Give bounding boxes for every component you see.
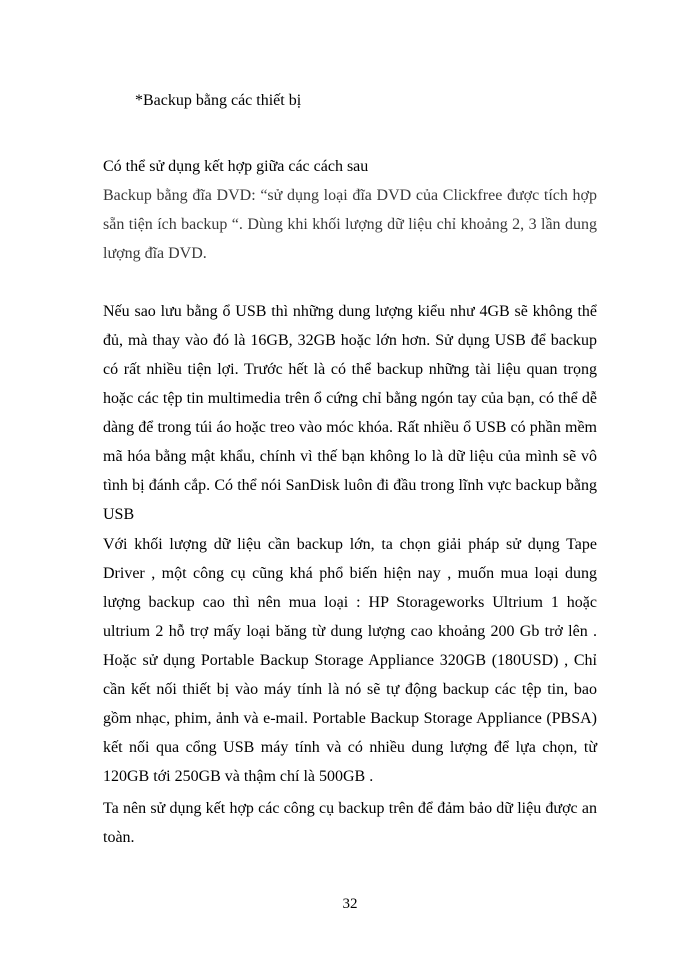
page-number: 32 [342,896,358,912]
dvd-paragraph: Backup bằng đĩa DVD: “sử dụng loại đĩa DVD của Clickfree được tích hợp sẵn tiện ích backup “. Dùng khi khối lượng dữ liệu chỉ khoảng 2, 3 lần dung lượng đĩa DVD. [103,187,597,262]
tape-drive-paragraph: Với khối lượng dữ liệu cần backup lớn, ta chọn giải pháp sử dụng Tape Driver , một công cụ cũng khá phổ biến hiện nay , muốn mua loại dung lượng backup cao thì nên mua loại : HP Storageworks Ultrium 1 hoặc ultrium 2 hỗ trợ mấy loại băng từ dung lượng cao khoảng 200 Gb trở lên . Hoặc sử dụng Portable Backup Storage Appliance 320GB (180USD) , Chỉ cần kết nối thiết bị vào máy tính là nó sẽ tự động backup các tệp tin, bao gồm nhạc, phim, ảnh và e-mail. Portable Backup Storage Appliance (PBSA) kết nối qua cổng USB máy tính và có nhiều dung lượng để lựa chọn, từ 120GB tới 250GB và thậm chí là 500GB . [103,536,597,785]
conclusion-paragraph: Ta nên sử dụng kết hợp các công cụ backup trên để đảm bảo dữ liệu được an toàn. [103,800,597,846]
usb-paragraph: Nếu sao lưu bằng ổ USB thì những dung lượng kiểu như 4GB sẽ không thể đủ, mà thay vào đó là 16GB, 32GB hoặc lớn hơn. Sử dụng USB để backup có rất nhiều tiện lợi. Trước hết là có thể backup những tài liệu quan trọng hoặc các tệp tin multimedia trên ổ cứng chỉ bằng ngón tay của bạn, có thể dễ dàng để trong túi áo hoặc treo vào móc khóa. Rất nhiều ổ USB có phần mềm mã hóa bằng mật khẩu, chính vì thế bạn không lo là dữ liệu của mình sẽ vô tình bị đánh cắp. Có thể nói SanDisk luôn đi đầu trong lĩnh vực backup bằng USB [103,303,597,523]
section-heading: *Backup bằng các thiết bị [135,92,302,109]
intro-line: Có thể sử dụng kết hợp giữa các cách sau [103,158,369,175]
